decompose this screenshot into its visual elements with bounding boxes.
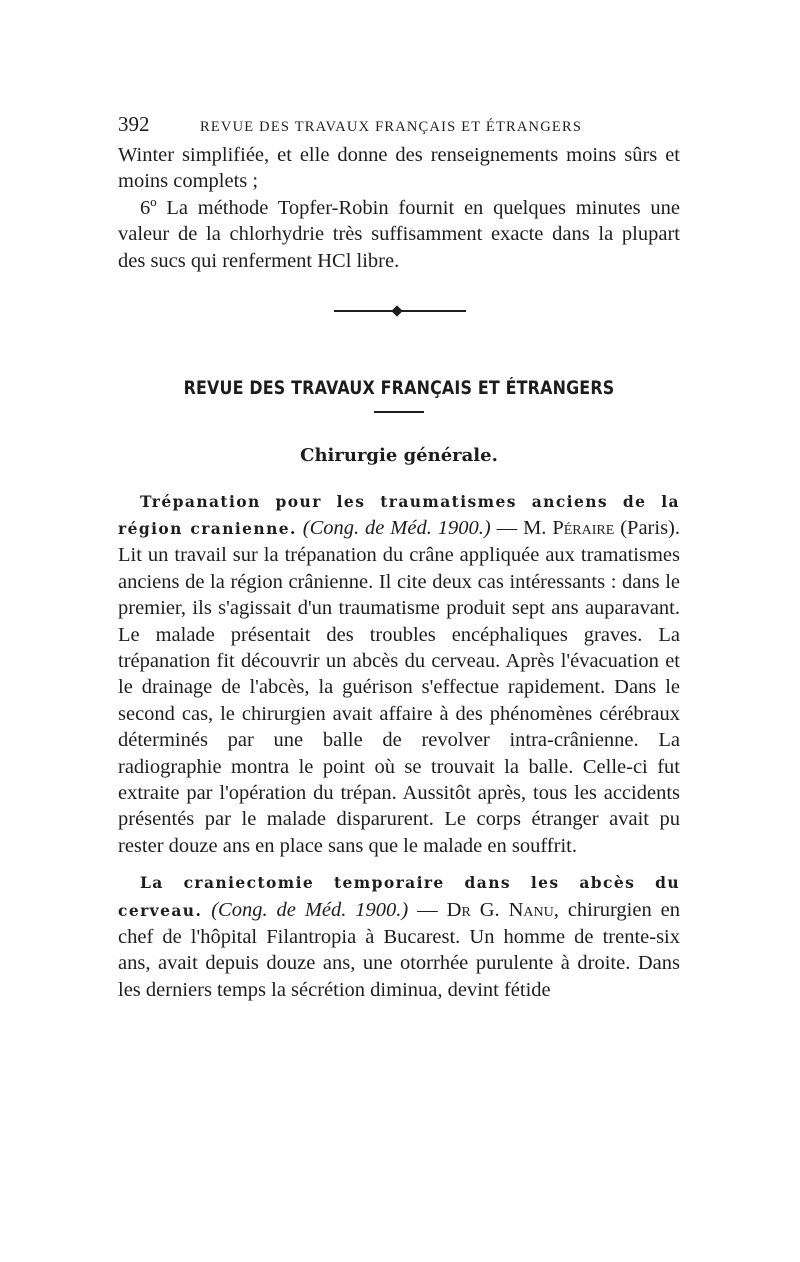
running-head — [118, 112, 680, 142]
subsection-title: Chirurgie générale. — [300, 444, 498, 466]
intro-paragraph-continued: Winter simplifiée, et elle donne des renseignements moins sûrs et moins complets ; — [118, 144, 680, 193]
article-2 — [118, 869, 680, 1003]
article-2-source: (Cong. de Méd. 1900.) — [211, 898, 409, 921]
article-2-heading: La craniectomie temporaire dans les abcès du cerveau. — [118, 873, 680, 920]
intro-paragraph-point-6: 6º La méthode Topfer-Robin fournit en quelques minutes une valeur de la chlorhydrie très suffisamment exacte dans la plupart des sucs qui renferment HCl libre. — [118, 196, 680, 272]
article-1-author: M. Péraire — [523, 516, 615, 539]
article-2-author: Dr G. Nanu — [446, 898, 554, 921]
article-1 — [118, 488, 680, 860]
book-page — [118, 112, 680, 1003]
article-2-dash: — — [408, 898, 447, 921]
divider-diamond-icon — [391, 305, 402, 316]
article-1-heading: Trépanation pour les traumatismes anciens de la région cranienne. — [118, 491, 680, 538]
section-title: REVUE DES TRAVAUX FRANÇAIS ET ÉTRANGERS — [183, 378, 615, 400]
article-1-body: (Paris). Lit un travail sur la trépanation du crâne appliquée aux tramatismes anciens de la région crânienne. Il cite deux cas intéressants : dans le premier, ils s'agissait d'un traumatisme produit sept ans auparavant. Le malade présentait des troubles encéphaliques graves. La trépanation fit découvrir un abcès du cerveau. Après l'évacuation et le drainage de l'abcès, la guérison s'effectue rapidement. Dans le second cas, le chirurgien avait affaire à des phénomènes cérébraux déterminés par une balle de revolver intra-crânienne. La radiographie montra le point où se trouvait la balle. Celle-ci fut extraite par l'opération du trépan. Aussitôt après, tous les accidents présentés par le malade disparurent. Le corps étranger avait pu rester douze ans en place sans que le malade en souffrit. — [118, 516, 681, 857]
page-number: 392 — [118, 112, 150, 136]
running-title: REVUE DES TRAVAUX FRANÇAIS ET ÉTRANGERS — [200, 119, 583, 135]
paragraph-gap — [118, 859, 680, 869]
article-1-dash: — — [490, 516, 524, 539]
article-1-source: (Cong. de Méd. 1900.) — [302, 516, 491, 539]
article-2-body: , chirurgien en chef de l'hôpital Filantropia à Bucarest. Un homme de trente-six ans, avait depuis douze ans, une otorrhée purulente à droite. Dans les derniers temps la sécrétion diminua, devint fétide — [118, 898, 680, 1001]
section-title-underline — [374, 411, 424, 413]
ornamental-divider — [118, 274, 680, 334]
